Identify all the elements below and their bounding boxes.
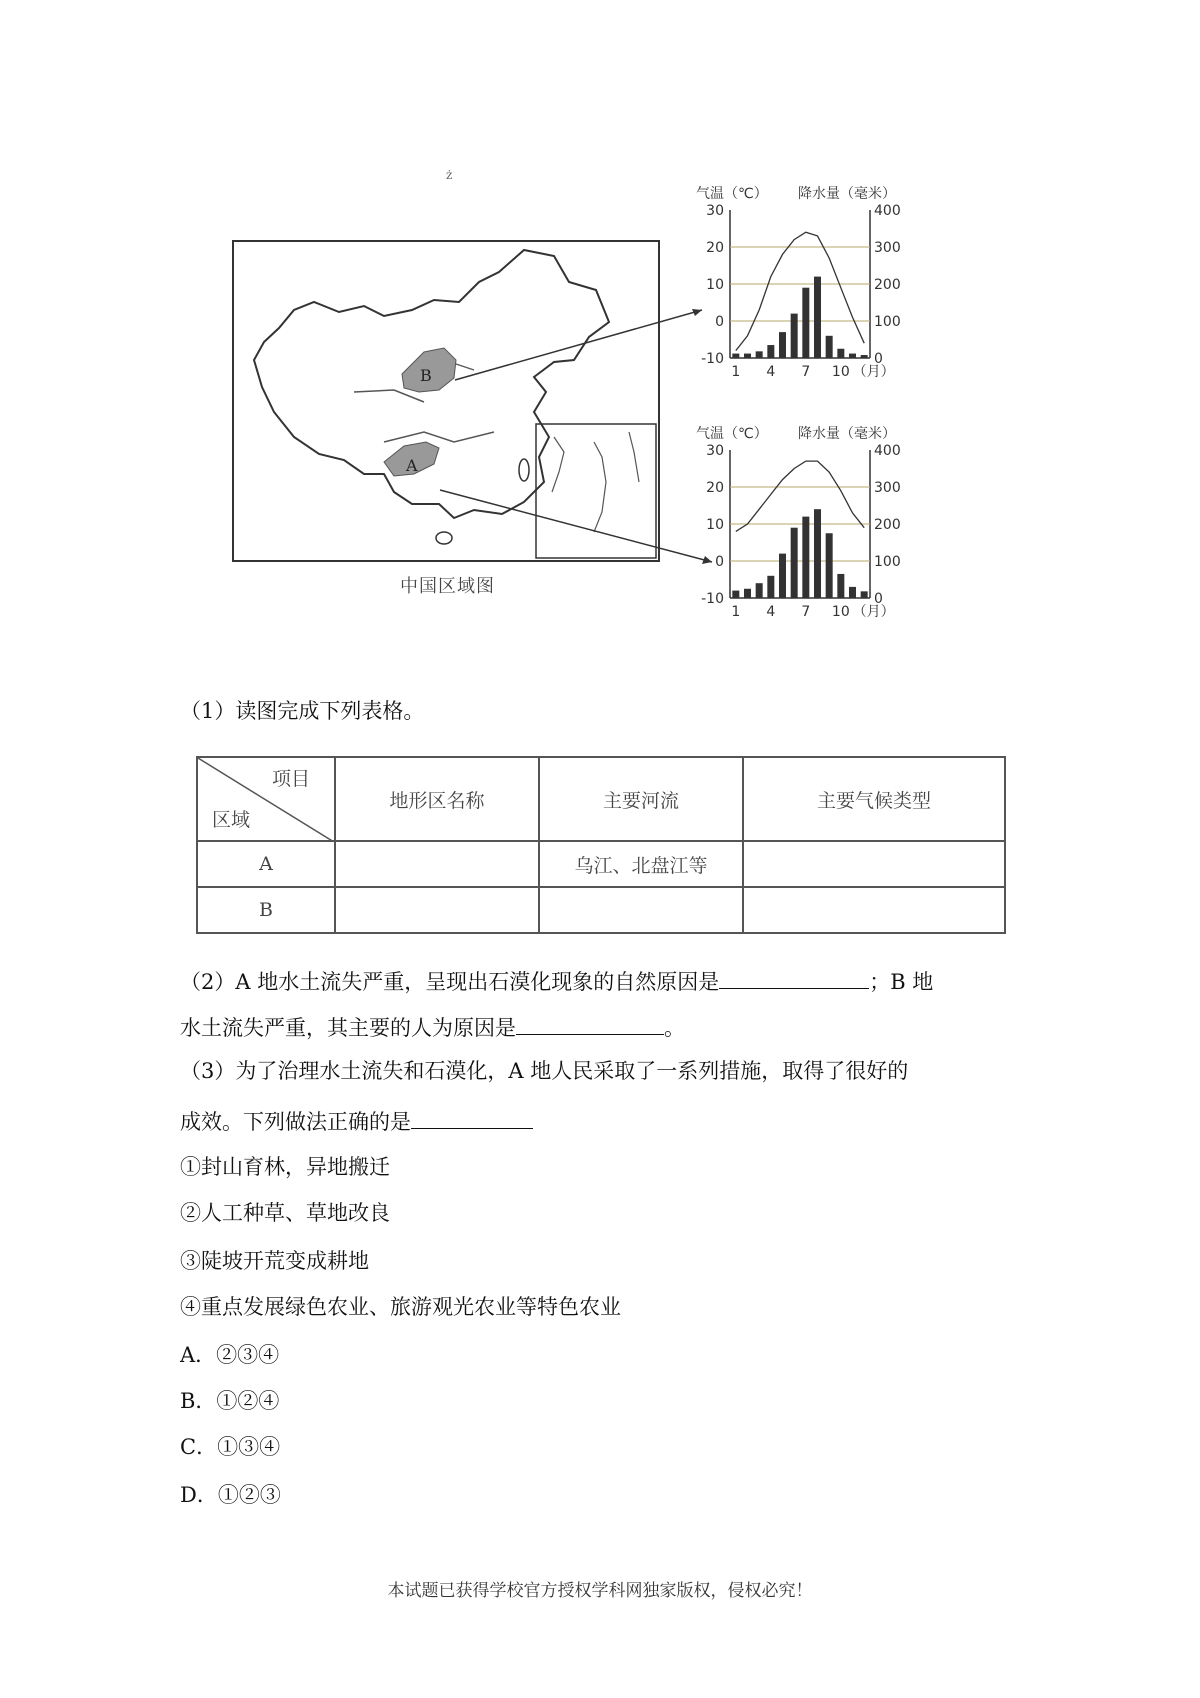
list-item: ③陡坡开荒变成耕地 [180,1249,369,1273]
precip-bar [849,354,856,358]
right-tick-label: 200 [874,277,901,293]
left-tick-label: 0 [715,554,724,570]
right-tick-label: 0 [874,591,883,607]
map-caption: 中国区域图 [400,576,495,597]
x-tick-label: 1 [731,364,741,380]
x-tick-label: 10 [831,604,850,620]
table-diagonal-header [197,757,335,841]
copyright-footer: 本试题已获得学校官方授权学科网独家版权，侵权必究！ [387,1581,813,1601]
table-cell[interactable] [539,887,743,933]
x-axis-unit: （月） [852,364,895,380]
left-tick-label: -10 [701,351,724,367]
x-tick-label: 7 [801,604,811,620]
region-table [196,756,1006,934]
left-tick-label: 30 [706,443,724,459]
precip-bar [861,591,868,598]
left-tick-label: 10 [706,277,724,293]
list-item: ④重点发展绿色农业、旅游观光农业等特色农业 [180,1295,621,1319]
q3-text: 成效。下列做法正确的是 [180,1110,411,1134]
left-axis-title: 气温（℃） [696,186,768,202]
left-tick-label: 20 [706,240,724,256]
right-tick-label: 400 [874,443,901,459]
question-3-line-2 [180,1104,533,1137]
option-b[interactable]: B．①②④ [180,1389,280,1413]
header-region: 区域 [212,809,251,831]
table-cell[interactable] [335,887,539,933]
precip-bar [744,354,751,358]
answer-blank-q3[interactable] [411,1104,533,1129]
table-cell[interactable] [743,841,1005,887]
option-c[interactable]: C．①③④ [180,1435,281,1459]
precip-bar [779,554,786,598]
right-tick-label: 0 [874,351,883,367]
right-tick-label: 300 [874,480,901,496]
q2-text-1: （2）A 地水土流失严重，呈现出石漠化现象的自然原因是 [180,970,720,994]
precip-bar [756,583,763,598]
row-region: B [197,887,335,933]
arrow-b [455,310,702,380]
option-a[interactable]: A．②③④ [180,1343,280,1367]
right-tick-label: 400 [874,203,901,219]
precip-bar [802,517,809,598]
list-item: ①封山育林，异地搬迁 [180,1155,390,1179]
question-1: （1）读图完成下列表格。 [180,699,425,723]
climate-chart-b [690,180,910,410]
precip-bar [732,591,739,598]
precip-bar [732,354,739,358]
x-tick-label: 4 [766,364,776,380]
question-2-line-1 [180,964,933,997]
precip-bar [779,332,786,358]
precip-bar [814,509,821,598]
precip-bar [814,277,821,358]
x-tick-label: 10 [831,364,850,380]
precip-bar [849,587,856,598]
column-header: 主要气候类型 [743,757,1005,841]
left-tick-label: -10 [701,591,724,607]
right-tick-label: 100 [874,554,901,570]
question-3-line-1: （3）为了治理水土流失和石漠化，A 地人民采取了一系列措施，取得了很好的 [180,1059,909,1083]
precip-bar [837,574,844,598]
leader-arrows [0,0,1200,700]
left-tick-label: 20 [706,480,724,496]
precip-bar [767,576,774,598]
left-axis-title: 气温（℃） [696,426,768,442]
answer-blank-natural-cause[interactable] [719,964,869,989]
precip-bar [861,355,868,358]
x-tick-label: 4 [766,604,776,620]
row-region: A [197,841,335,887]
question-2-line-2 [180,1010,685,1043]
precip-bar [791,314,798,358]
precip-bar [802,288,809,358]
q2-text-3: 水土流失严重，其主要的人为原因是 [180,1016,516,1040]
x-axis-unit: （月） [852,604,895,620]
column-header: 地形区名称 [335,757,539,841]
q2-text-2: ；B 地 [869,970,934,994]
precip-bar [837,349,844,358]
right-axis-title: 降水量（毫米） [798,186,896,202]
left-tick-label: 0 [715,314,724,330]
precip-bar [826,533,833,598]
left-tick-label: 30 [706,203,724,219]
x-tick-label: 7 [801,364,811,380]
right-tick-label: 100 [874,314,901,330]
precip-bar [744,589,751,598]
q2-text-4: 。 [664,1016,685,1040]
x-tick-label: 1 [731,604,741,620]
table-cell[interactable] [335,841,539,887]
header-item: 项目 [271,768,310,790]
answer-blank-human-cause[interactable] [516,1010,664,1035]
left-tick-label: 10 [706,517,724,533]
temperature-line [736,461,864,531]
arrow-a [440,490,712,562]
region-b-label: B [420,366,432,385]
right-axis-title: 降水量（毫米） [798,426,896,442]
option-d[interactable]: D．①②③ [180,1483,281,1507]
column-header: 主要河流 [539,757,743,841]
precip-bar [756,351,763,358]
table-cell[interactable] [743,887,1005,933]
right-tick-label: 200 [874,517,901,533]
precip-bar [767,345,774,358]
table-cell: 乌江、北盘江等 [539,841,743,887]
precip-bar [826,336,833,358]
list-item: ②人工种草、草地改良 [180,1201,390,1225]
stray-mark: ż [446,168,453,182]
climate-chart-a [690,420,910,660]
precip-bar [791,528,798,598]
region-a-label: A [406,456,418,475]
right-tick-label: 300 [874,240,901,256]
temperature-line [736,232,864,350]
